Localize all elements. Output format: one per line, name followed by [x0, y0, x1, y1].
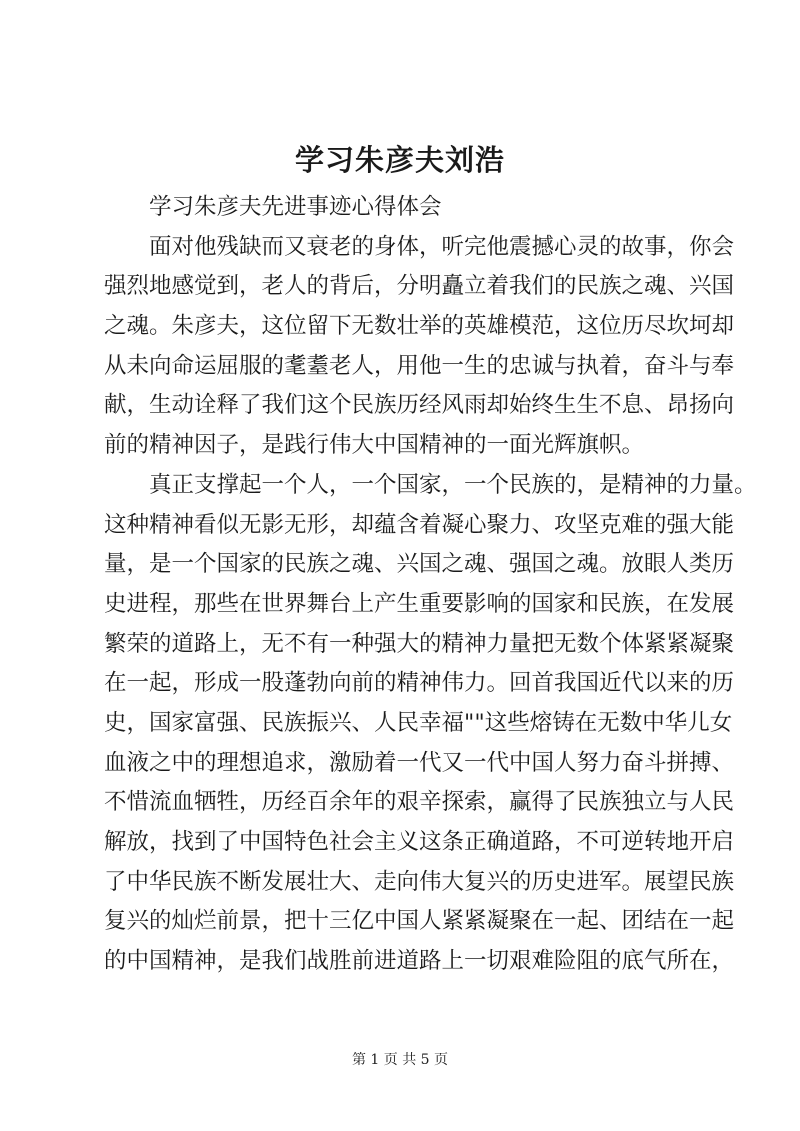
- text-line: 之魂。朱彦夫，这位留下无数壮举的英雄模范，这位历尽坎坷却: [104, 313, 735, 340]
- text-line: 从未向命运屈服的耄耋老人，用他一生的忠诚与执着，奋斗与奉: [104, 352, 735, 379]
- text-line: 真正支撑起一个人，一个国家，一个民族的，是精神的力量。: [149, 471, 757, 498]
- text-line: 血液之中的理想追求，激励着一代又一代中国人努力奋斗拼搏、: [104, 749, 735, 776]
- document-body: [104, 188, 757, 982]
- text-line: 的中国精神，是我们战胜前进道路上一切艰难险阻的底气所在，: [104, 948, 735, 975]
- text-line: 量，是一个国家的民族之魂、兴国之魂、强国之魂。放眼人类历: [104, 551, 735, 578]
- text-line: 不惜流血牺牲，历经百余年的艰辛探索，赢得了民族独立与人民: [104, 789, 735, 816]
- paragraph-1: [104, 228, 735, 466]
- page-footer: 第 1 页 共 5 页: [351, 1052, 449, 1068]
- text-line: 献，生动诠释了我们这个民族历经风雨却始终生生不息、昂扬向: [104, 392, 735, 419]
- document-subtitle: 学习朱彦夫先进事迹心得体会: [149, 194, 442, 220]
- text-line: 史，国家富强、民族振兴、人民幸福""这些熔铸在无数中华儿女: [104, 709, 733, 736]
- text-line: 解放，找到了中国特色社会主义这条正确道路，不可逆转地开启: [104, 829, 735, 855]
- text-line: 这种精神看似无影无形，却蕴含着凝心聚力、攻坚克难的强大能: [104, 511, 735, 538]
- text-line: 史进程，那些在世界舞台上产生重要影响的国家和民族，在发展: [104, 590, 735, 617]
- text-line: 了中华民族不断发展壮大、走向伟大复兴的历史进军。展望民族: [104, 868, 735, 895]
- text-line: 前的精神因子，是践行伟大中国精神的一面光辉旗帜。: [104, 432, 645, 459]
- paragraph-2: [104, 466, 757, 982]
- document-title: 学习朱彦夫刘浩: [294, 143, 505, 177]
- text-line: 在一起，形成一股蓬勃向前的精神伟力。回首我国近代以来的历: [104, 670, 735, 697]
- text-line: 面对他残缺而又衰老的身体，听完他震撼心灵的故事，你会: [149, 233, 735, 260]
- text-line: 繁荣的道路上，无不有一种强大的精神力量把无数个体紧紧凝聚: [104, 630, 735, 657]
- text-line: 强烈地感觉到，老人的背后，分明矗立着我们的民族之魂、兴国: [104, 273, 735, 300]
- text-line: 复兴的灿烂前景，把十三亿中国人紧紧凝聚在一起、团结在一起: [104, 908, 735, 935]
